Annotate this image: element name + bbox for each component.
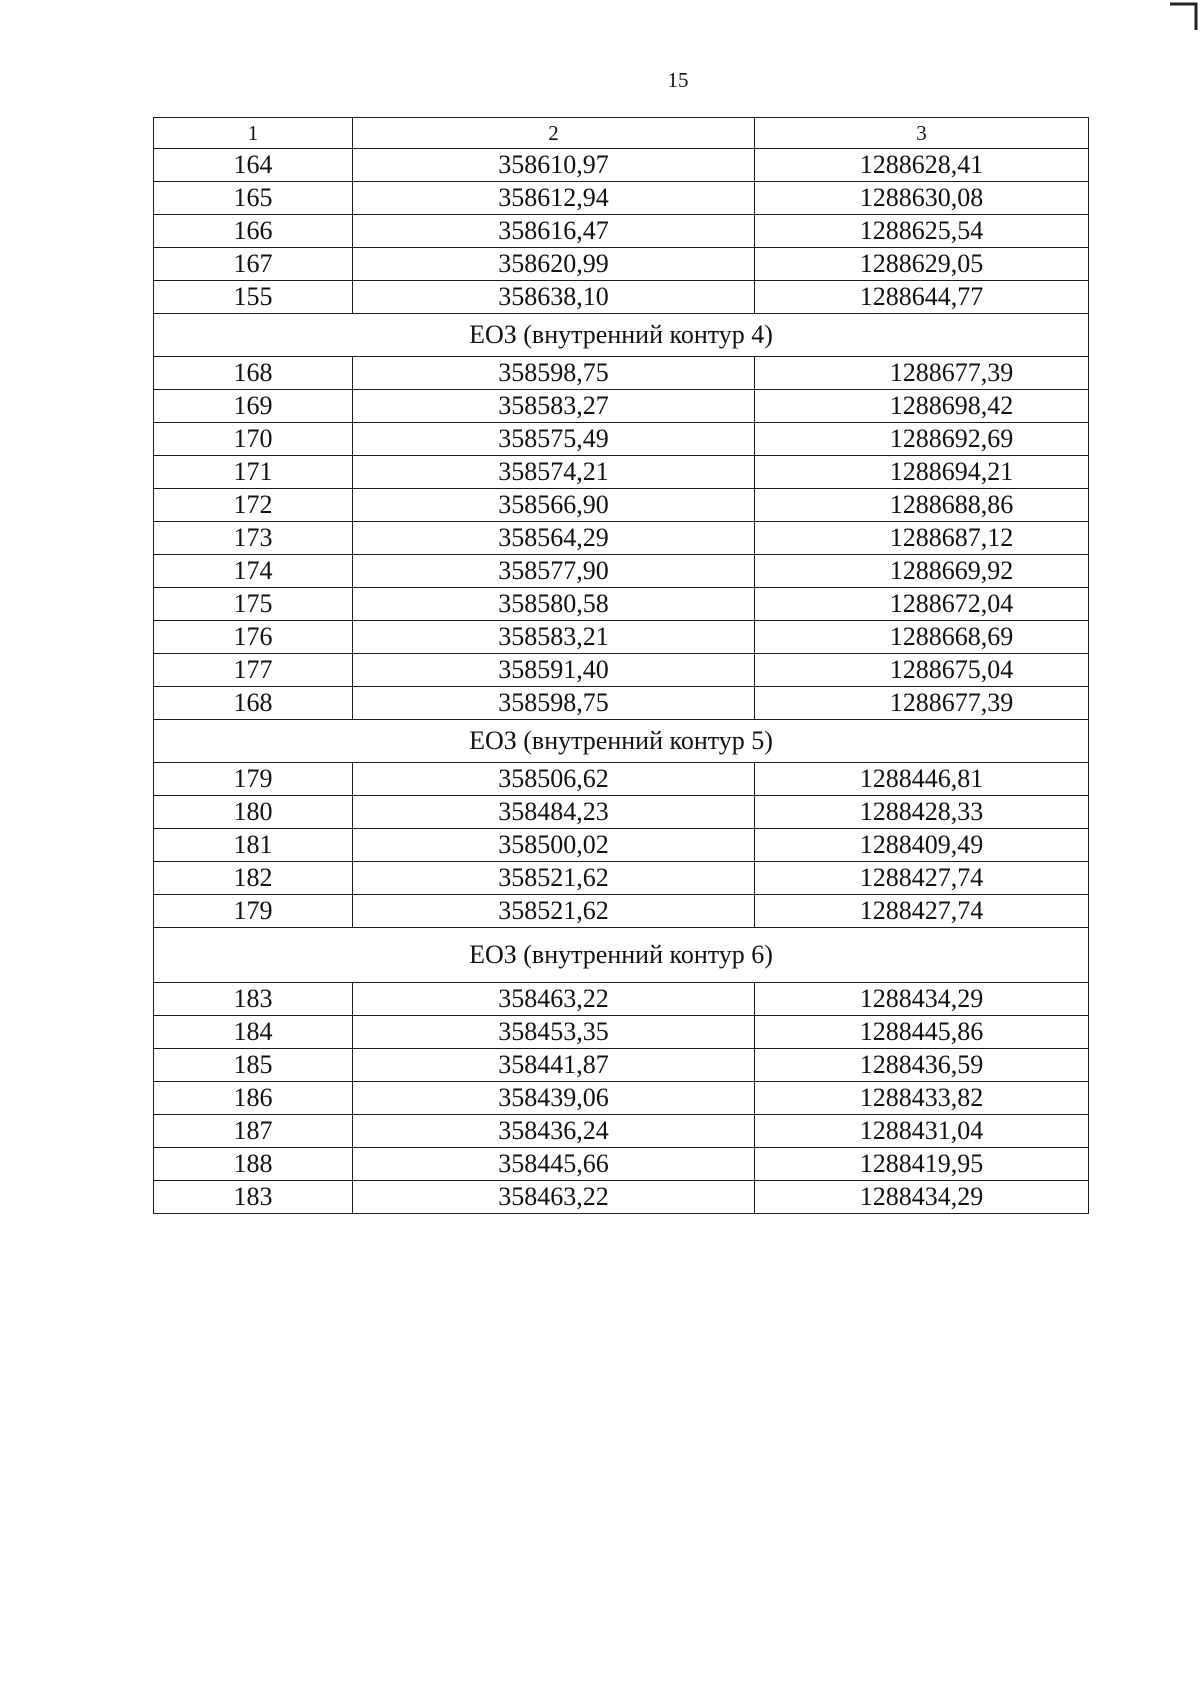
coordinate-x-cell: 358500,02 — [353, 829, 755, 862]
coordinate-y-cell: 1288669,92 — [755, 555, 1089, 588]
section-header-row — [154, 314, 1089, 357]
point-number-cell: 184 — [154, 1016, 353, 1049]
coordinate-y-cell: 1288675,04 — [755, 654, 1089, 687]
table-row — [154, 423, 1089, 456]
table-row — [154, 983, 1089, 1016]
table-row — [154, 1082, 1089, 1115]
header-cell: 2 — [353, 118, 755, 149]
coordinate-x-cell: 358598,75 — [353, 357, 755, 390]
coordinate-y-cell: 1288628,41 — [755, 149, 1089, 182]
coordinate-x-cell: 358463,22 — [353, 1181, 755, 1214]
header-cell: 3 — [755, 118, 1089, 149]
point-number-cell: 166 — [154, 215, 353, 248]
table-row — [154, 281, 1089, 314]
point-number-cell: 186 — [154, 1082, 353, 1115]
coordinates-table — [153, 117, 1089, 1214]
coordinate-y-cell: 1288434,29 — [755, 1181, 1089, 1214]
point-number-cell: 187 — [154, 1115, 353, 1148]
section-header-row — [154, 720, 1089, 763]
coordinates-table-wrapper — [153, 117, 1087, 1214]
point-number-cell: 168 — [154, 687, 353, 720]
coordinate-y-cell: 1288419,95 — [755, 1148, 1089, 1181]
point-number-cell: 175 — [154, 588, 353, 621]
coordinate-x-cell: 358574,21 — [353, 456, 755, 489]
coordinate-x-cell: 358612,94 — [353, 182, 755, 215]
point-number-cell: 171 — [154, 456, 353, 489]
table-row — [154, 1016, 1089, 1049]
point-number-cell: 183 — [154, 983, 353, 1016]
coordinate-x-cell: 358506,62 — [353, 763, 755, 796]
coordinate-x-cell: 358484,23 — [353, 796, 755, 829]
coordinate-x-cell: 358445,66 — [353, 1148, 755, 1181]
table-row — [154, 555, 1089, 588]
point-number-cell: 155 — [154, 281, 353, 314]
table-header-row — [154, 118, 1089, 149]
coordinate-x-cell: 358580,58 — [353, 588, 755, 621]
coordinate-x-cell: 358598,75 — [353, 687, 755, 720]
corner-scan-mark — [1170, 0, 1200, 30]
point-number-cell: 180 — [154, 796, 353, 829]
table-row — [154, 149, 1089, 182]
coordinate-x-cell: 358564,29 — [353, 522, 755, 555]
section-header-row — [154, 928, 1089, 983]
table-row — [154, 621, 1089, 654]
table-row — [154, 248, 1089, 281]
coordinate-y-cell: 1288428,33 — [755, 796, 1089, 829]
coordinate-y-cell: 1288687,12 — [755, 522, 1089, 555]
point-number-cell: 181 — [154, 829, 353, 862]
coordinate-x-cell: 358591,40 — [353, 654, 755, 687]
point-number-cell: 188 — [154, 1148, 353, 1181]
point-number-cell: 183 — [154, 1181, 353, 1214]
point-number-cell: 176 — [154, 621, 353, 654]
coordinate-y-cell: 1288692,69 — [755, 423, 1089, 456]
coordinate-x-cell: 358441,87 — [353, 1049, 755, 1082]
table-row — [154, 489, 1089, 522]
point-number-cell: 164 — [154, 149, 353, 182]
point-number-cell: 170 — [154, 423, 353, 456]
coordinate-y-cell: 1288446,81 — [755, 763, 1089, 796]
point-number-cell: 168 — [154, 357, 353, 390]
coordinate-y-cell: 1288677,39 — [755, 687, 1089, 720]
table-row — [154, 182, 1089, 215]
coordinate-x-cell: 358463,22 — [353, 983, 755, 1016]
coordinate-y-cell: 1288677,39 — [755, 357, 1089, 390]
point-number-cell: 179 — [154, 763, 353, 796]
coordinate-y-cell: 1288409,49 — [755, 829, 1089, 862]
point-number-cell: 167 — [154, 248, 353, 281]
coordinate-y-cell: 1288668,69 — [755, 621, 1089, 654]
coordinate-y-cell: 1288698,42 — [755, 390, 1089, 423]
page-number: 15 — [667, 68, 689, 92]
table-row — [154, 1049, 1089, 1082]
table-row — [154, 588, 1089, 621]
point-number-cell: 169 — [154, 390, 353, 423]
coordinate-y-cell: 1288630,08 — [755, 182, 1089, 215]
table-row — [154, 1181, 1089, 1214]
coordinate-y-cell: 1288431,04 — [755, 1115, 1089, 1148]
table-row — [154, 390, 1089, 423]
table-row — [154, 654, 1089, 687]
coordinate-x-cell: 358453,35 — [353, 1016, 755, 1049]
coordinate-x-cell: 358566,90 — [353, 489, 755, 522]
table-row — [154, 357, 1089, 390]
table-row — [154, 895, 1089, 928]
section-title: ЕОЗ (внутренний контур 6) — [154, 928, 1089, 983]
table-row — [154, 687, 1089, 720]
coordinate-y-cell: 1288694,21 — [755, 456, 1089, 489]
point-number-cell: 173 — [154, 522, 353, 555]
coordinate-x-cell: 358616,47 — [353, 215, 755, 248]
coordinate-y-cell: 1288629,05 — [755, 248, 1089, 281]
coordinate-x-cell: 358575,49 — [353, 423, 755, 456]
coordinate-x-cell: 358521,62 — [353, 895, 755, 928]
coordinate-x-cell: 358610,97 — [353, 149, 755, 182]
coordinate-x-cell: 358620,99 — [353, 248, 755, 281]
coordinate-x-cell: 358583,21 — [353, 621, 755, 654]
coordinate-x-cell: 358583,27 — [353, 390, 755, 423]
point-number-cell: 179 — [154, 895, 353, 928]
table-row — [154, 1148, 1089, 1181]
coordinate-y-cell: 1288433,82 — [755, 1082, 1089, 1115]
table-row — [154, 829, 1089, 862]
coordinate-x-cell: 358521,62 — [353, 862, 755, 895]
coordinate-y-cell: 1288672,04 — [755, 588, 1089, 621]
header-cell: 1 — [154, 118, 353, 149]
point-number-cell: 177 — [154, 654, 353, 687]
section-title: ЕОЗ (внутренний контур 4) — [154, 314, 1089, 357]
table-row — [154, 215, 1089, 248]
coordinate-y-cell: 1288436,59 — [755, 1049, 1089, 1082]
table-row — [154, 456, 1089, 489]
point-number-cell: 165 — [154, 182, 353, 215]
coordinate-y-cell: 1288644,77 — [755, 281, 1089, 314]
section-title: ЕОЗ (внутренний контур 5) — [154, 720, 1089, 763]
coordinate-y-cell: 1288688,86 — [755, 489, 1089, 522]
coordinate-x-cell: 358638,10 — [353, 281, 755, 314]
table-row — [154, 763, 1089, 796]
coordinate-y-cell: 1288427,74 — [755, 862, 1089, 895]
point-number-cell: 185 — [154, 1049, 353, 1082]
point-number-cell: 182 — [154, 862, 353, 895]
point-number-cell: 174 — [154, 555, 353, 588]
coordinate-x-cell: 358577,90 — [353, 555, 755, 588]
table-row — [154, 862, 1089, 895]
coordinate-y-cell: 1288445,86 — [755, 1016, 1089, 1049]
table-row — [154, 796, 1089, 829]
coordinate-y-cell: 1288427,74 — [755, 895, 1089, 928]
coordinate-y-cell: 1288434,29 — [755, 983, 1089, 1016]
point-number-cell: 172 — [154, 489, 353, 522]
table-row — [154, 522, 1089, 555]
coordinate-x-cell: 358439,06 — [353, 1082, 755, 1115]
coordinate-x-cell: 358436,24 — [353, 1115, 755, 1148]
table-row — [154, 1115, 1089, 1148]
coordinate-y-cell: 1288625,54 — [755, 215, 1089, 248]
